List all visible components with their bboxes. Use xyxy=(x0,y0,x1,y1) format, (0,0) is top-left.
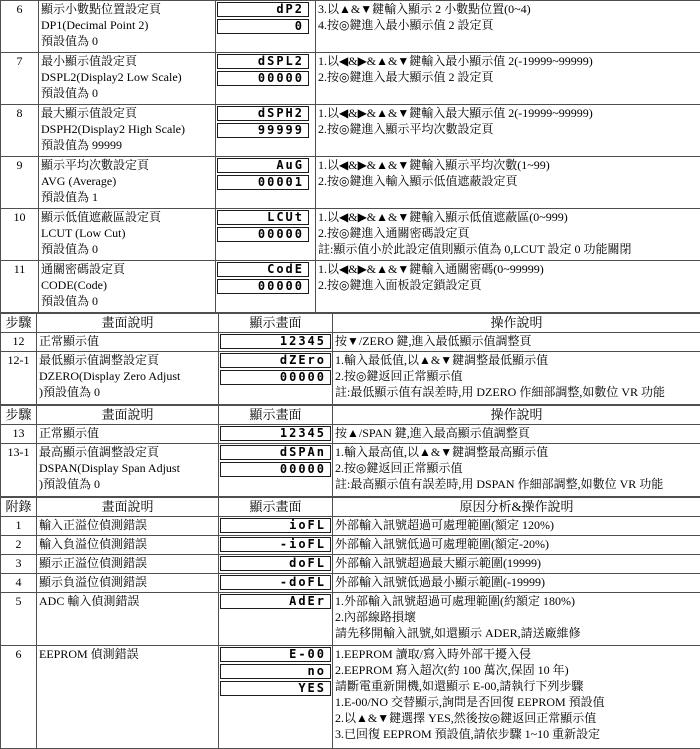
text-line: 1.外部輸入訊號超過可處理範圍(約額定 180%) xyxy=(335,593,698,609)
operation-cell xyxy=(333,352,700,405)
display-cell xyxy=(219,536,333,555)
display-cell xyxy=(219,517,333,536)
text-line: 請先移開輸入訊號,如還顯示 ADER,請送廠維修 xyxy=(335,625,698,641)
text-line: 1.輸入最高值,以▲&▼鍵調整最高顯示值 xyxy=(335,444,698,460)
text-line: 1.E-00/NO 交替顯示,詢問是否回復 EEPROM 預設值 xyxy=(335,694,698,710)
text-line: 顯示低值遮蔽區設定頁 xyxy=(41,209,213,225)
text-line: ADC 輸入偵測錯誤 xyxy=(39,593,216,609)
text-line: DSPL2(Display2 Low Scale) xyxy=(41,69,213,85)
header-screen-desc: 畫面說明 xyxy=(37,314,219,333)
header-row xyxy=(1,314,700,333)
seven-segment-display: 12345 xyxy=(220,426,331,441)
step-number: 3 xyxy=(1,555,37,574)
table-row xyxy=(1,209,700,261)
table-row xyxy=(1,333,700,352)
display-cell xyxy=(219,425,333,444)
text-line: 3.已回復 EEPROM 預設值,請依步驟 1~10 重新設定 xyxy=(335,726,698,742)
display-cell xyxy=(216,261,316,313)
text-line: 1.輸入最低值,以▲&▼鍵調整最低顯示值 xyxy=(335,352,698,368)
seven-segment-display: -ioFL xyxy=(220,537,331,552)
step-number: 5 xyxy=(1,593,37,646)
seven-segment-display: 99999 xyxy=(217,123,309,138)
text-line: 預設值為 0 xyxy=(41,241,213,257)
table-row xyxy=(1,555,700,574)
operation-cell xyxy=(333,517,700,536)
description-cell xyxy=(39,105,216,157)
text-line: 預設值為 1 xyxy=(41,189,213,205)
display-cell xyxy=(219,352,333,405)
text-line: EEPROM 偵測錯誤 xyxy=(39,646,216,662)
text-line: )預設值為 0 xyxy=(39,476,216,492)
text-line: 1.以◀&▶&▲&▼鍵輸入顯示低值遮蔽區(0~999) xyxy=(318,209,698,225)
text-line: 1.以◀&▶&▲&▼鍵輸入最小顯示值 2(-19999~99999) xyxy=(318,53,698,69)
text-line: 外部輸入訊號超過最大顯示範圍(19999) xyxy=(335,555,698,571)
text-line: 最高顯示值調整設定頁 xyxy=(39,444,216,460)
text-line: LCUT (Low Cut) xyxy=(41,225,213,241)
operation-cell xyxy=(333,444,700,497)
header-screen-desc: 畫面說明 xyxy=(37,498,219,517)
display-cell xyxy=(216,157,316,209)
display-cell xyxy=(216,1,316,53)
table-row xyxy=(1,536,700,555)
text-line: 2.按◎鍵進入通關密碼設定頁 xyxy=(318,225,698,241)
text-line: 預設值為 0 xyxy=(41,85,213,101)
step-number: 4 xyxy=(1,574,37,593)
description-cell xyxy=(37,425,219,444)
step-number: 13-1 xyxy=(1,444,37,497)
table-row xyxy=(1,352,700,405)
table-row xyxy=(1,574,700,593)
table-row xyxy=(1,1,700,53)
header-step: 步驟 xyxy=(1,406,37,425)
seven-segment-display: LCUt xyxy=(217,210,309,225)
table-row xyxy=(1,157,700,209)
description-cell xyxy=(37,536,219,555)
seven-segment-display: dP2 xyxy=(217,2,309,17)
text-line: 1.以◀&▶&▲&▼鍵輸入通關密碼(0~99999) xyxy=(318,261,698,277)
seven-segment-display: 12345 xyxy=(220,334,331,349)
table-row xyxy=(1,53,700,105)
display-cell xyxy=(219,646,333,749)
display-cell xyxy=(219,593,333,646)
text-line: 2.EEPROM 寫入超次(約 100 萬次,保固 10 年) xyxy=(335,662,698,678)
seven-segment-display: dSPH2 xyxy=(217,106,309,121)
seven-segment-display: dZEro xyxy=(220,353,331,368)
seven-segment-display: ioFL xyxy=(220,518,331,533)
operation-cell xyxy=(316,1,700,53)
seven-segment-display: CodE xyxy=(217,262,309,277)
text-line: 正常顯示值 xyxy=(39,333,216,349)
text-line: DSPH2(Display2 High Scale) xyxy=(41,121,213,137)
seven-segment-display: 00001 xyxy=(217,175,309,190)
text-line: 2.按◎鍵返回正常顯示值 xyxy=(335,368,698,384)
operation-cell xyxy=(316,209,700,261)
text-line: 顯示負溢位偵測錯誤 xyxy=(39,574,216,590)
description-cell xyxy=(39,261,216,313)
operation-cell xyxy=(333,593,700,646)
description-cell xyxy=(39,209,216,261)
text-line: 輸入正溢位偵測錯誤 xyxy=(39,517,216,533)
table-row xyxy=(1,261,700,313)
step-number: 12 xyxy=(1,333,37,352)
step-number: 1 xyxy=(1,517,37,536)
table-row xyxy=(1,646,700,749)
text-line: DZERO(Display Zero Adjust xyxy=(39,368,216,384)
operation-cell xyxy=(316,261,700,313)
seven-segment-display: 00000 xyxy=(220,462,331,477)
header-display: 顯示畫面 xyxy=(219,406,333,425)
step-number: 11 xyxy=(1,261,39,313)
header-row xyxy=(1,498,700,517)
seven-segment-display: 00000 xyxy=(217,227,309,242)
text-line: CODE(Code) xyxy=(41,277,213,293)
description-cell xyxy=(37,574,219,593)
step-number: 9 xyxy=(1,157,39,209)
text-line: 按▲/SPAN 鍵,進入最高顯示值調整頁 xyxy=(335,425,698,441)
text-line: 預設值為 0 xyxy=(41,33,213,49)
description-cell xyxy=(37,333,219,352)
step-number: 8 xyxy=(1,105,39,157)
display-cell xyxy=(219,444,333,497)
text-line: AVG (Average) xyxy=(41,173,213,189)
header-display: 顯示畫面 xyxy=(219,314,333,333)
text-line: 外部輸入訊號低過最小顯示範圍(-19999) xyxy=(335,574,698,590)
seven-segment-display: E-00 xyxy=(220,647,331,662)
seven-segment-display: 00000 xyxy=(217,71,309,86)
seven-segment-display: 00000 xyxy=(217,279,309,294)
table-row xyxy=(1,105,700,157)
text-line: 請斷電重新開機,如還顯示 E-00,請執行下列步驟 xyxy=(335,678,698,694)
text-line: 預設值為 0 xyxy=(41,293,213,309)
header-row xyxy=(1,406,700,425)
text-line: 外部輸入訊號超過可處理範圍(額定 120%) xyxy=(335,517,698,533)
text-line: 4.按◎鍵進入最小顯示值 2 設定頁 xyxy=(318,17,698,33)
description-cell xyxy=(37,646,219,749)
text-line: 最大顯示值設定頁 xyxy=(41,105,213,121)
text-line: 2.按◎鍵進入最大顯示值 2 設定頁 xyxy=(318,69,698,85)
seven-segment-display: AuG xyxy=(217,158,309,173)
step-number: 7 xyxy=(1,53,39,105)
text-line: 最低顯示值調整設定頁 xyxy=(39,352,216,368)
text-line: DP1(Decimal Point 2) xyxy=(41,17,213,33)
operation-cell xyxy=(316,53,700,105)
operation-cell xyxy=(333,574,700,593)
settings-table xyxy=(0,0,700,313)
operation-cell xyxy=(333,425,700,444)
text-line: 外部輸入訊號低過可處理範圍(額定-20%) xyxy=(335,536,698,552)
description-cell xyxy=(37,555,219,574)
table-row xyxy=(1,517,700,536)
seven-segment-display: dSPAn xyxy=(220,445,331,460)
text-line: 3.以▲&▼鍵輸入顯示 2 小數點位置(0~4) xyxy=(318,1,698,17)
seven-segment-display: 0 xyxy=(217,19,309,34)
display-cell xyxy=(216,209,316,261)
text-line: )預設值為 0 xyxy=(39,384,216,400)
text-line: 註:最低顯示值有誤差時,用 DZERO 作細部調整,如數位 VR 功能 xyxy=(335,384,698,400)
text-line: 輸入負溢位偵測錯誤 xyxy=(39,536,216,552)
seven-segment-display: no xyxy=(220,664,331,679)
step-number: 10 xyxy=(1,209,39,261)
header-operation: 操作說明 xyxy=(333,406,700,425)
text-line: 預設值為 99999 xyxy=(41,137,213,153)
header-operation: 操作說明 xyxy=(333,314,700,333)
display-cell xyxy=(216,105,316,157)
display-cell xyxy=(219,574,333,593)
text-line: 1.以◀&▶&▲&▼鍵輸入最大顯示值 2(-19999~99999) xyxy=(318,105,698,121)
operation-cell xyxy=(333,646,700,749)
step-number: 6 xyxy=(1,1,39,53)
text-line: 最小顯示值設定頁 xyxy=(41,53,213,69)
text-line: 按▼/ZERO 鍵,進入最低顯示值調整頁 xyxy=(335,333,698,349)
seven-segment-display: AdEr xyxy=(220,594,331,609)
description-cell xyxy=(37,593,219,646)
text-line: 通關密碼設定頁 xyxy=(41,261,213,277)
header-screen-desc: 畫面說明 xyxy=(37,406,219,425)
seven-segment-display: 00000 xyxy=(220,370,331,385)
operation-cell xyxy=(316,105,700,157)
text-line: 顯示小數點位置設定頁 xyxy=(41,1,213,17)
step-number: 6 xyxy=(1,646,37,749)
display-cell xyxy=(219,555,333,574)
table-row xyxy=(1,444,700,497)
text-line: 2.以▲&▼鍵選擇 YES,然後按◎鍵返回正常顯示值 xyxy=(335,710,698,726)
header-step: 步驟 xyxy=(1,314,37,333)
operation-cell xyxy=(333,333,700,352)
text-line: 2.按◎鍵進入輸入顯示低值遮蔽設定頁 xyxy=(318,173,698,189)
table-row xyxy=(1,425,700,444)
description-cell xyxy=(37,444,219,497)
text-line: 2.按◎鍵進入面板設定鎖設定頁 xyxy=(318,277,698,293)
text-line: 1.以◀&▶&▲&▼鍵輸入顯示平均次數(1~99) xyxy=(318,157,698,173)
step-number: 13 xyxy=(1,425,37,444)
description-cell xyxy=(39,53,216,105)
seven-segment-display: -doFL xyxy=(220,575,331,590)
seven-segment-display: dSPL2 xyxy=(217,54,309,69)
text-line: 正常顯示值 xyxy=(39,425,216,441)
text-line: 顯示平均次數設定頁 xyxy=(41,157,213,173)
text-line: 1.EEPROM 讀取/寫入時外部干擾入侵 xyxy=(335,646,698,662)
seven-segment-display: YES xyxy=(220,681,331,696)
display-cell xyxy=(219,333,333,352)
step-number: 12-1 xyxy=(1,352,37,405)
text-line: 2.按◎鍵進入顯示平均次數設定頁 xyxy=(318,121,698,137)
operation-cell xyxy=(316,157,700,209)
text-line: DSPAN(Display Span Adjust xyxy=(39,460,216,476)
display-cell xyxy=(216,53,316,105)
description-cell xyxy=(39,1,216,53)
seven-segment-display: doFL xyxy=(220,556,331,571)
table-row xyxy=(1,593,700,646)
header-display: 顯示畫面 xyxy=(219,498,333,517)
header-appendix: 附錄 xyxy=(1,498,37,517)
text-line: 註:最高顯示值有誤差時,用 DSPAN 作細部調整,如數位 VR 功能 xyxy=(335,476,698,492)
text-line: 2.內部線路損壞 xyxy=(335,609,698,625)
description-cell xyxy=(37,517,219,536)
zero-adjust-table xyxy=(0,313,700,405)
text-line: 2.按◎鍵返回正常顯示值 xyxy=(335,460,698,476)
step-number: 2 xyxy=(1,536,37,555)
operation-cell xyxy=(333,555,700,574)
operation-cell xyxy=(333,536,700,555)
description-cell xyxy=(37,352,219,405)
appendix-table xyxy=(0,497,700,749)
text-line: 顯示正溢位偵測錯誤 xyxy=(39,555,216,571)
span-adjust-table xyxy=(0,405,700,497)
text-line: 註:顯示值小於此設定值則顯示值為 0,LCUT 設定 0 功能關閉 xyxy=(318,241,698,257)
description-cell xyxy=(39,157,216,209)
header-cause-operation: 原因分析&操作說明 xyxy=(333,498,700,517)
